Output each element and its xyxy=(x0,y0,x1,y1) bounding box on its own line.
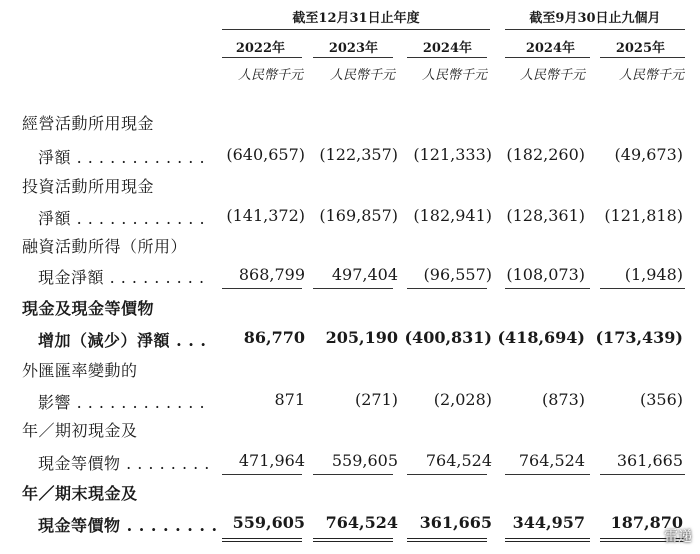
cell-fx-effect-2024: (2,028) xyxy=(433,390,492,409)
cell-investing-2024: (182,941) xyxy=(413,206,492,225)
row-label-closing-cash: 年／期末現金及 xyxy=(22,484,138,503)
cell-financing-2024: (96,557) xyxy=(423,265,492,284)
period-header-annual: 截至12月31日止年度 xyxy=(292,11,420,26)
cell-net-change-2022: 86,770 xyxy=(243,328,305,347)
cell-net-change-2024: (400,831) xyxy=(404,328,492,347)
year-rule-2024 xyxy=(407,57,487,58)
cell-investing-9m2024: (128,361) xyxy=(506,206,585,225)
cell-investing-2022: (141,372) xyxy=(226,206,305,225)
year-header-2023: 2023年 xyxy=(328,41,378,56)
row-label-operating: 經營活動所用現金 xyxy=(22,114,155,133)
cell-net-change-2023: 205,190 xyxy=(325,328,398,347)
cell-investing-2023: (169,857) xyxy=(319,206,398,225)
row-sublabel-investing: 淨額 . . . . . . . . . . . . xyxy=(38,209,206,228)
year-header-2022: 2022年 xyxy=(235,41,285,56)
total-double-rule xyxy=(313,538,393,542)
year-rule-2022 xyxy=(222,57,302,58)
row-label-financing: 融資活動所得（所用） xyxy=(22,237,188,256)
unit-label: 人民幣千元 xyxy=(519,68,585,83)
total-rule xyxy=(407,474,487,475)
cell-operating-2023: (122,357) xyxy=(319,145,398,164)
unit-label: 人民幣千元 xyxy=(329,68,395,83)
cell-closing-cash-2022: 559,605 xyxy=(232,513,305,532)
cell-financing-9m2025: (1,948) xyxy=(624,265,683,284)
cell-operating-9m2025: (49,673) xyxy=(614,145,683,164)
cell-financing-9m2024: (108,073) xyxy=(506,265,585,284)
subtotal-rule xyxy=(407,288,487,289)
row-label-opening-cash: 年／期初現金及 xyxy=(22,421,138,440)
row-sublabel-fx-effect: 影響 . . . . . . . . . . . . xyxy=(38,393,206,412)
row-sublabel-net-change: 增加（減少）淨額 . . . xyxy=(38,331,207,350)
total-rule xyxy=(600,474,685,475)
row-label-investing: 投資活動所用現金 xyxy=(22,177,155,196)
unit-label: 人民幣千元 xyxy=(237,68,303,83)
cell-closing-cash-2023: 764,524 xyxy=(325,513,398,532)
year-rule-2023 xyxy=(313,57,393,58)
row-sublabel-financing: 現金淨額 . . . . . . . . . xyxy=(38,268,205,287)
period-header-annual-rule xyxy=(222,29,490,30)
total-rule xyxy=(222,474,302,475)
cell-opening-cash-2022: 471,964 xyxy=(238,451,305,470)
subtotal-rule xyxy=(600,288,685,289)
unit-label: 人民幣千元 xyxy=(421,68,487,83)
total-rule xyxy=(313,474,393,475)
total-double-rule xyxy=(222,538,302,542)
cell-opening-cash-2024: 764,524 xyxy=(425,451,492,470)
cell-fx-effect-2022: 871 xyxy=(274,390,305,409)
total-rule xyxy=(505,474,590,475)
cell-financing-2023: 497,404 xyxy=(331,265,398,284)
row-sublabel-closing-cash: 現金等價物 . . . . . . . . xyxy=(38,516,218,535)
period-header-nine-months-rule xyxy=(505,29,685,30)
cell-closing-cash-9m2024: 344,957 xyxy=(512,513,585,532)
cell-closing-cash-2024: 361,665 xyxy=(419,513,492,532)
watermark: 雷递 xyxy=(664,529,692,545)
cell-investing-9m2025: (121,818) xyxy=(604,206,683,225)
cell-fx-effect-9m2024: (873) xyxy=(541,390,585,409)
row-label-net-change: 現金及現金等價物 xyxy=(22,299,155,318)
period-header-nine-months: 截至9月30日止九個月 xyxy=(529,11,661,26)
cell-operating-2022: (640,657) xyxy=(226,145,305,164)
year-header-2024: 2024年 xyxy=(422,41,472,56)
total-double-rule xyxy=(407,538,487,542)
year-rule-2025 xyxy=(600,57,685,58)
year-header-2025: 2025年 xyxy=(615,41,665,56)
cell-net-change-9m2024: (418,694) xyxy=(497,328,585,347)
year-rule-2024-nine-months xyxy=(505,57,590,58)
subtotal-rule xyxy=(313,288,393,289)
cell-fx-effect-2023: (271) xyxy=(354,390,398,409)
cell-fx-effect-9m2025: (356) xyxy=(639,390,683,409)
unit-label: 人民幣千元 xyxy=(618,68,684,83)
cell-closing-cash-9m2025: 187,870 xyxy=(610,513,683,532)
row-sublabel-opening-cash: 現金等價物 . . . . . . . . xyxy=(38,454,210,473)
cell-net-change-9m2025: (173,439) xyxy=(595,328,683,347)
cell-opening-cash-2023: 559,605 xyxy=(331,451,398,470)
cell-operating-2024: (121,333) xyxy=(413,145,492,164)
row-sublabel-operating: 淨額 . . . . . . . . . . . . xyxy=(38,148,206,167)
cell-financing-2022: 868,799 xyxy=(238,265,305,284)
subtotal-rule xyxy=(505,288,590,289)
row-label-fx-effect: 外匯匯率變動的 xyxy=(22,361,138,380)
year-header-2024-nine-months: 2024年 xyxy=(525,41,575,56)
cell-opening-cash-9m2025: 361,665 xyxy=(616,451,683,470)
subtotal-rule xyxy=(222,288,302,289)
cell-operating-9m2024: (182,260) xyxy=(506,145,585,164)
total-double-rule xyxy=(505,538,590,542)
cell-opening-cash-9m2024: 764,524 xyxy=(518,451,585,470)
